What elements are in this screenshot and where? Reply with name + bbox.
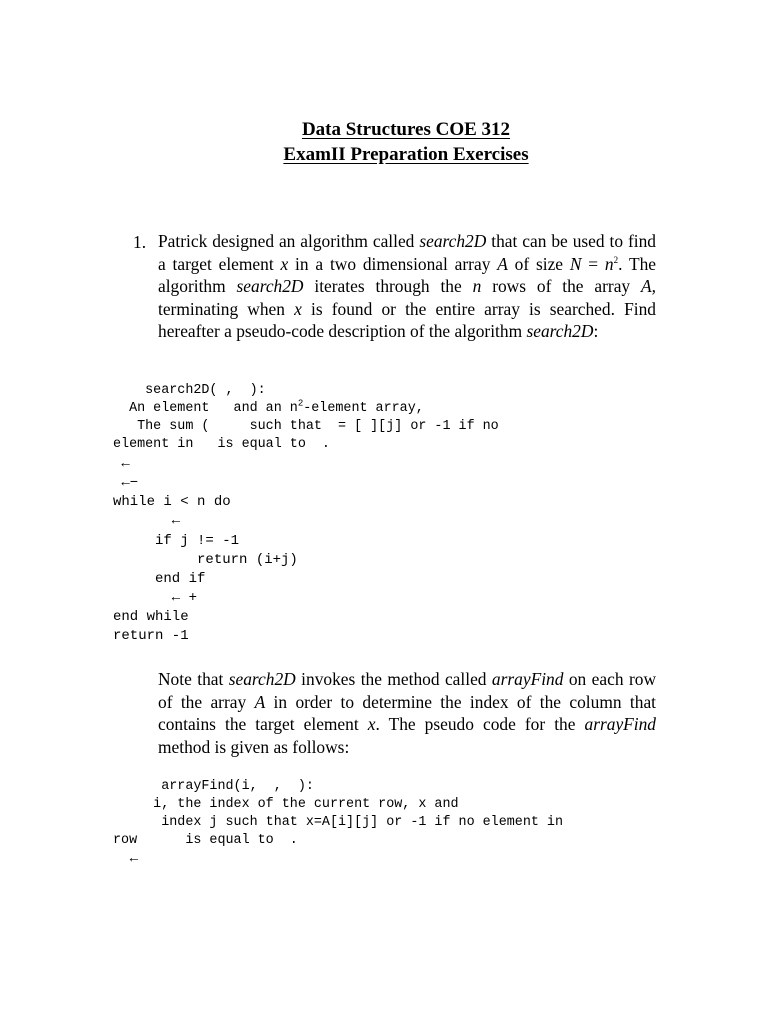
code-line: ← + (113, 590, 198, 606)
code-line: end if (113, 571, 206, 587)
problem-description: Patrick designed an algorithm called search2D that can be used to find a target element x in a two dimensional array A of size $N = n^2$. The algorithm search2D iterates through the n rows of the array A, terminating when x is found or the entire array is searched. Find hereafter a pseudo-code description of the algorithm search2D: (158, 231, 656, 341)
code-input: i, the index of the current row, x and (113, 797, 459, 812)
code-output: The sum ( such that = [ ][j] or -1 if no (113, 419, 499, 434)
code-output: index j such that x=A[i][j] or -1 if no element in (113, 815, 563, 830)
code-line: return -1 (113, 628, 189, 644)
document-title-line-2: ExamII Preparation Exercises (283, 144, 529, 165)
code-output-continued: element in is equal to . (113, 437, 330, 452)
code-line: ← (113, 456, 130, 472)
code-header: search2D( , ): (113, 383, 266, 398)
code-output-continued: row is equal to . (113, 833, 298, 848)
code-line: if j != -1 (113, 533, 240, 549)
code-line: ← (113, 513, 181, 529)
note-paragraph: Note that search2D invokes the method called arrayFind on each row of the array A in order to determine the index of the column that contains the target element x. The pseudo code for the arrayFind method is given as follows: (158, 669, 657, 757)
problem-number: 1. (133, 232, 147, 252)
document-title-line-1: Data Structures COE 312 (301, 119, 511, 140)
code-line: ←− (113, 475, 139, 491)
code-line: return (i+j) (113, 552, 298, 568)
code-input: An element and an $n^2$-element array, (113, 398, 424, 416)
code-line: while i < n do (113, 494, 231, 510)
code-line: end while (113, 609, 189, 625)
code-header: arrayFind(i, , ): (113, 779, 314, 794)
code-line: ← (113, 851, 139, 867)
